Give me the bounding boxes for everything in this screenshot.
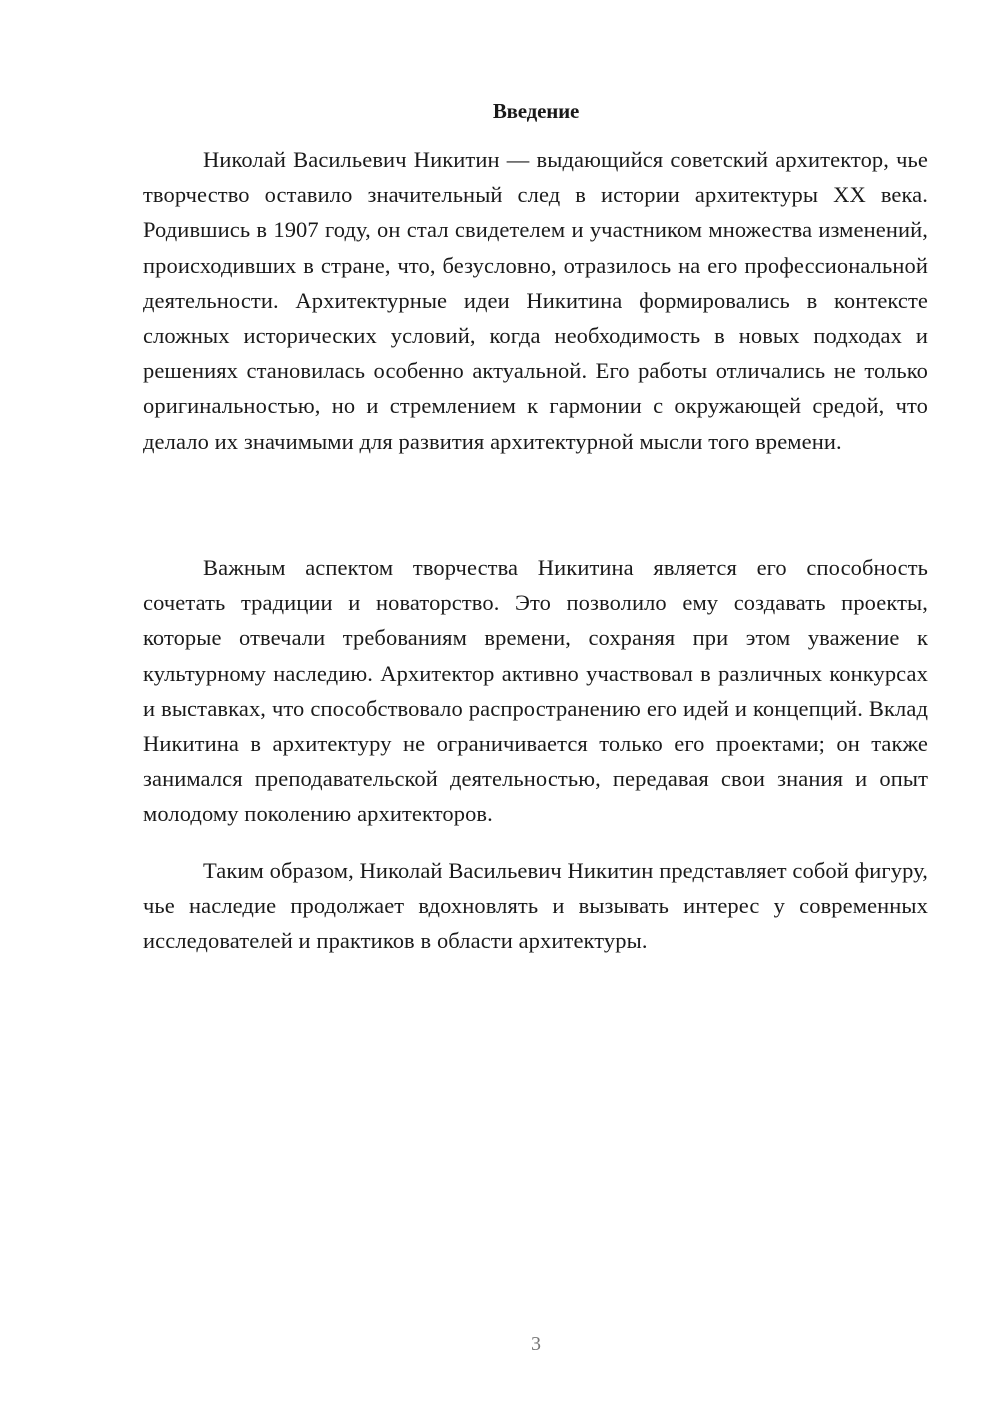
paragraph-3-block: [143, 853, 928, 959]
paragraph-1: Николай Васильевич Никитин — выдающийся советский архитектор, чье творчество оставило значительный след в истории архитектуры XX века. Родившись в 1907 году, он стал свидетелем и участником множества изменений, происходивших в стране, что, безусловно, отразилось на его профессиональной деятельности. Архитектурные идеи Никитина формировались в контексте сложных исторических условий, когда необходимость в новых подходах и решениях становилась особенно актуальной. Его работы отличались не только оригинальностью, но и стремлением к гармонии с окружающей средой, что делало их значимыми для развития архитектурной мысли того времени.: [143, 147, 928, 454]
page-number: 3: [531, 1333, 541, 1355]
paragraph-3: Таким образом, Николай Васильевич Никитин представляет собой фигуру, чье наследие продолжает вдохновлять и вызывать интерес у современных исследователей и практиков в области архитектуры.: [143, 858, 928, 954]
paragraph-2: Важным аспектом творчества Никитина является его способность сочетать традиции и новаторство. Это позволило ему создавать проекты, которые отвечали требованиям времени, сохраняя при этом уважение к культурному наследию. Архитектор активно участвовал в различных конкурсах и выставках, что способствовало распространению его идей и концепций. Вклад Никитина в архитектуру не ограничивается только его проектами; он также занимался преподавательской деятельностью, передавая свои знания и опыт молодому поколению архитекторов.: [143, 555, 928, 827]
paragraph-2-block: [143, 550, 928, 832]
section-heading: Введение: [492, 99, 580, 123]
paragraph-1-block: [143, 142, 928, 459]
